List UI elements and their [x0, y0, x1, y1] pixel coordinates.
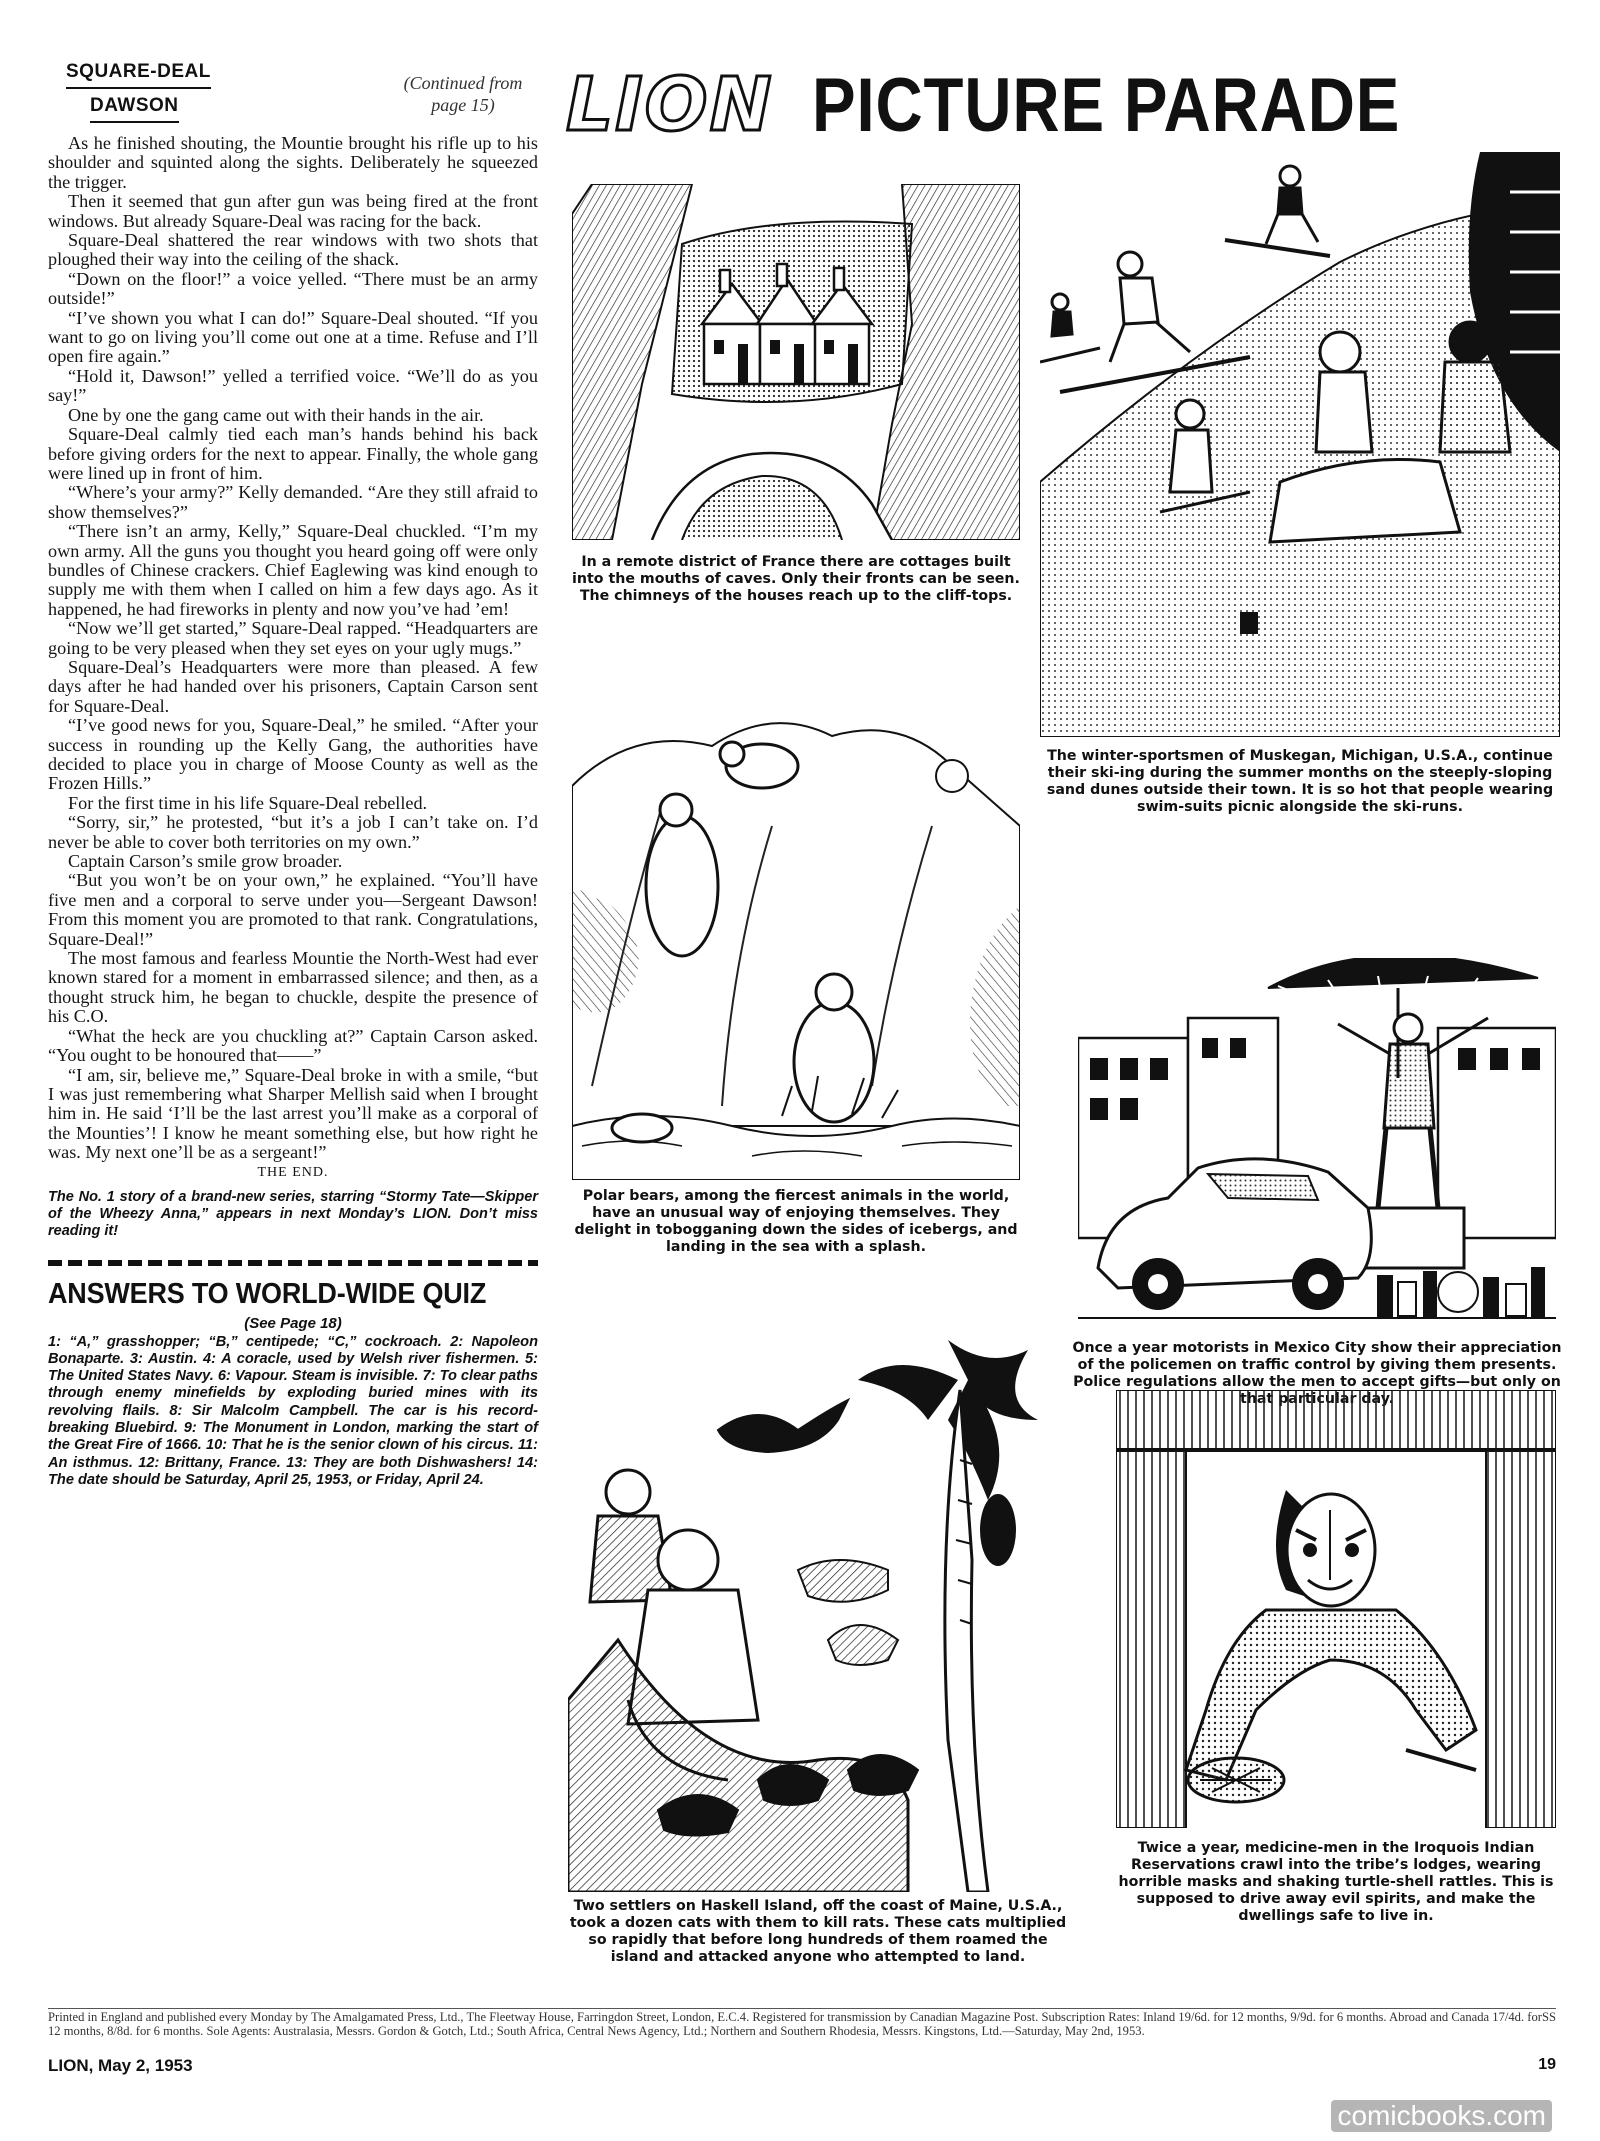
story-paragraph: Square-Deal shattered the rear windows with two shots that ploughed their way into the ceiling of the shack. — [48, 230, 538, 270]
caption-haskell: Two settlers on Haskell Island, off the coast of Maine, U.S.A., took a dozen cats with them to kill rats. These cats multiplied so rapidly that before long hundreds of them roamed the island and attacked anyone who attempted to land. — [569, 1898, 1067, 1965]
caption-polar: Polar bears, among the fiercest animals in the world, have an unusual way of enjoying themselves. They delight in tobogganing down the sides of icebergs, and landing in the sea with a splash. — [574, 1188, 1018, 1255]
iroquois-medicine-men-illustration — [1116, 1390, 1556, 1828]
story-paragraph: Then it seemed that gun after gun was being fired at the front windows. But already Square-Deal was racing for the back. — [48, 191, 538, 231]
sand-dune-skiers-drawing — [1040, 152, 1560, 737]
print-note-text: Printed in England and published every Monday by The Amalgamated Press, Ltd., The Fleetway House, Farringdon Street, London, E.C.4. Registered for transmission by Canadian Magazine Post. Subscription Rates: Inland 19/6d. for 12 months, 9/9d. for 6 months. Abroad and Canada 17/4d. for 12 months, 8/8d. for 6 months. Sole Agents: Australasia, Messrs. Gordon & Gotch, Ltd.; South Africa, Central News Agency, Ltd.; Northern and Southern Rhodesia, Messrs. Kingstons, Ltd.—Saturday, May 2nd, 1953. — [48, 2010, 1542, 2038]
story-paragraph: One by one the gang came out with their hands in the air. — [68, 404, 484, 425]
next-issue-teaser: The No. 1 story of a brand-new series, starring “Stormy Tate—Skipper of the Wheezy Anna,” appears in next Monday’s LION. Don’t miss reading it! — [48, 1188, 538, 1239]
island-cats-drawing — [568, 1340, 1068, 1892]
story-paragraph: As he finished shouting, the Mountie brought his rifle up to his shoulder and squinted along the sights. Deliberately he squeezed the trigger. — [48, 133, 538, 192]
watermark: comicbooks.com — [1331, 2100, 1552, 2132]
continued-line1: (Continued from — [403, 73, 523, 93]
masked-medicine-man-drawing — [1116, 1390, 1556, 1828]
lion-logo: LION — [566, 62, 774, 148]
story-title-line2: DAWSON — [90, 92, 179, 123]
caption-france: In a remote district of France there are cottages built into the mouths of caves. Only their fronts can be seen. The chimneys of the houses reach up to the cliff-tops. — [572, 554, 1020, 604]
issue-folio: LION, May 2, 1953 — [48, 2056, 193, 2076]
story-title — [66, 58, 211, 126]
the-end: THE END. — [257, 1164, 329, 1180]
page-number: 19 — [1538, 2056, 1556, 2074]
story-paragraph: Square-Deal’s Headquarters were more than pleased. A few days after he had handed over his prisoners, Captain Carson sent for Square-Deal. — [48, 656, 538, 716]
story-paragraph: “Sorry, sir,” he protested, “but it’s a job I can’t take on. I’d never be able to cover both territories on my own.” — [48, 812, 538, 852]
continued-line2: page 15) — [431, 95, 495, 115]
story-title-line1: SQUARE-DEAL — [66, 58, 211, 89]
story-paragraph: “I am, sir, believe me,” Square-Deal broke in with a smile, “but I was just remembering what Sharper Mellish said when I brought him in. He said ‘I’ll be the last arrest you’ll make as a corporal of the Mounties’! I know he meant something else, but how right he was. My next one’ll be as a sergeant!” — [48, 1064, 538, 1163]
story-paragraph: “But you won’t be on your own,” he explained. “You’ll have five men and a corporal to serve under you—Sergeant Dawson! From this moment you are promoted to that rank. Congratulations, Square-Deal!” — [48, 870, 538, 949]
iceberg-bears-drawing — [572, 706, 1020, 1180]
printing-notice — [48, 2008, 1556, 2038]
story-paragraph: The most famous and fearless Mountie the North-West had ever known stared for a moment in embarrassed silence; and then, as a thought struck him, he began to chuckle, despite the presence of his C.O. — [48, 948, 538, 1027]
caption-iroquois: Twice a year, medicine-men in the Iroquois Indian Reservations crawl into the tribe’s lodges, wearing horrible masks and shaking turtle-shell rattles. This is supposed to drive away evil spirits, and make the dwellings safe to live in. — [1118, 1840, 1554, 1924]
page-footer — [48, 2008, 1556, 2132]
story-header — [48, 58, 538, 134]
story-paragraph: Square-Deal calmly tied each man’s hands behind his back before giving orders for the next to appear. Finally, the whole gang were lined up in front of him. — [48, 424, 538, 483]
dashed-divider — [48, 1260, 538, 1266]
traffic-policeman-drawing — [1078, 958, 1556, 1330]
story-paragraph: For the first time in his life Square-Deal rebelled. — [68, 792, 428, 813]
story-paragraph: “Where’s your army?” Kelly demanded. “Are they still afraid to show themselves?” — [48, 482, 538, 522]
quiz-subtitle: (See Page 18) — [244, 1314, 342, 1332]
france-cottages-illustration — [572, 184, 1020, 540]
quiz-answers: 1: “A,” grasshopper; “B,” centipede; “C,” cockroach. 2: Napoleon Bonaparte. 3: Austin. 4: A coracle, used by Welsh river fishermen. 5: The United States Navy. 6: Vapour. Steam is invisible. 7: To clear paths through enemy minefields by exploding buried mines with its revolving flails. 8: Sir Malcolm Campbell. The car is his record-breaking Bluebird. 9: The Monument in London, marking the start of the Great Fire of 1666. 10: That he is the senior clown of his circus. 11: An isthmus. 12: Brittany, France. 13: They are both Dishwashers! 14: The date should be Saturday, April 25, 1953, or Friday, April 24. — [48, 1333, 538, 1488]
story-paragraph: “Now we’ll get started,” Square-Deal rapped. “Headquarters are going to be very pleased when they set eyes on your ugly mugs.” — [48, 618, 538, 658]
story-paragraph: “Hold it, Dawson!” yelled a terrified voice. “We’ll do as you say!” — [48, 365, 538, 406]
continued-note — [388, 72, 538, 116]
story-paragraph: “What the heck are you chuckling at?” Captain Carson asked. “You ought to be honoured that——” — [48, 1025, 538, 1066]
story-body — [48, 134, 538, 1163]
story-paragraph: Captain Carson’s smile grow broader. — [68, 851, 343, 872]
polar-bears-illustration — [572, 706, 1020, 1180]
feature-title: PICTURE PARADE — [812, 63, 1401, 148]
caption-muskegan: The winter-sportsmen of Muskegan, Michigan, U.S.A., continue their ski-ing during the summer months on the steeply-sloping sand dunes outside their town. It is so hot that people wearing swim-suits picnic alongside the ski-runs. — [1046, 748, 1554, 815]
cliff-cottages-drawing — [572, 184, 1020, 540]
story-paragraph: “I’ve shown you what I can do!” Square-Deal shouted. “If you want to go on living you’ll come out one at a time. Refuse and I’ll open fire again.” — [48, 307, 538, 367]
print-code: SS — [1541, 2010, 1556, 2024]
mexico-policeman-illustration — [1078, 958, 1556, 1330]
haskell-cats-illustration — [568, 1340, 1068, 1892]
quiz-title: ANSWERS TO WORLD-WIDE QUIZ — [48, 1277, 487, 1310]
story-paragraph: “There isn’t an army, Kelly,” Square-Deal chuckled. “I’m my own army. All the guns you thought you heard going off were only bundles of Chinese crackers. Chief Eaglewing was kind enough to supply me with them when I called on him a few days ago. As it happened, he had fireworks in plenty and now you’ve had ’em! — [48, 521, 538, 619]
folio-line — [48, 2056, 1556, 2132]
story-paragraph: “Down on the floor!” a voice yelled. “There must be an army outside!” — [48, 268, 538, 309]
story-paragraph: “I’ve good news for you, Square-Deal,” he smiled. “After your success in rounding up the Kelly Gang, the authorities have decided to place you in charge of Moose County as well as the Frozen Hills.” — [48, 715, 538, 794]
story-column — [48, 58, 538, 1489]
caption-mexico: Once a year motorists in Mexico City show their appreciation of the policemen on traffic control by giving them presents. Police regulations allow the men to accept gifts—but only on — [1072, 1340, 1562, 1390]
muskegan-skiers-illustration — [1040, 152, 1560, 737]
feature-header — [562, 58, 1562, 150]
